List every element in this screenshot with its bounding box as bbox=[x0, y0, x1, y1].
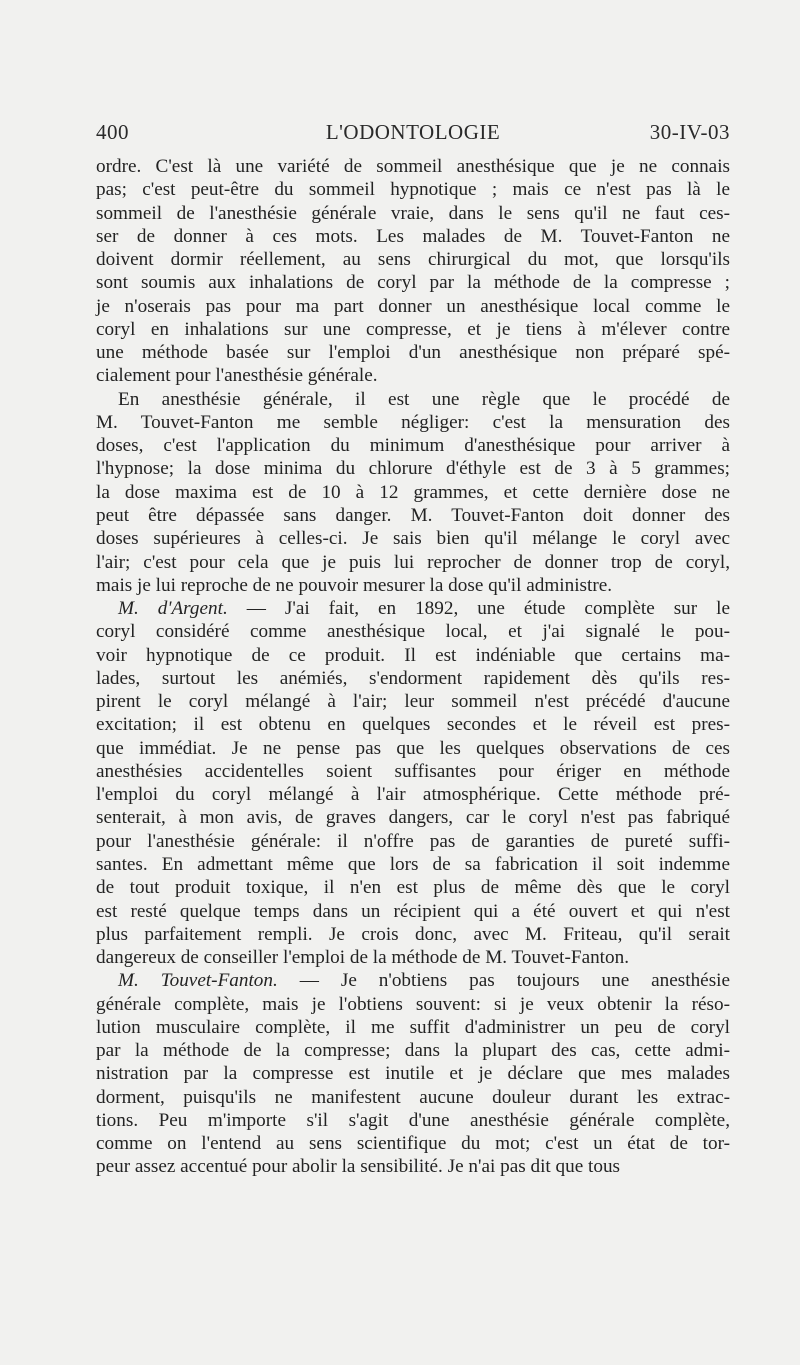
text-line: plus parfaitement rempli. Je crois donc, avec M. Friteau, qu'il serait bbox=[96, 923, 730, 945]
text-line: sont soumis aux inhalations de coryl par la méthode de la compresse ; bbox=[96, 272, 730, 294]
text-line: En anesthésie générale, il est une règle que le procédé de bbox=[118, 388, 730, 410]
running-header bbox=[96, 120, 730, 150]
paragraph bbox=[96, 969, 730, 1178]
text-line: pas; c'est peut-être du sommeil hypnotique ; mais ce n'est pas là le bbox=[96, 179, 730, 201]
text-line: doivent dormir réellement, au sens chirurgical du mot, que lorsqu'ils bbox=[96, 249, 730, 271]
text-line: je n'oserais pas pour ma part donner un anesthésique local comme le bbox=[96, 295, 730, 317]
page-number: 400 bbox=[96, 120, 129, 144]
speaker-name: M. d'Argent. bbox=[118, 598, 228, 620]
journal-title: L'ODONTOLOGIE bbox=[325, 120, 501, 144]
text-line: dangereux de conseiller l'emploi de la méthode de M. Touvet-Fanton. bbox=[96, 947, 629, 969]
text-line: cialement pour l'anesthésie générale. bbox=[96, 365, 378, 387]
text-line: excitation; il est obtenu en quelques secondes et le réveil est pres- bbox=[96, 714, 730, 736]
body-text bbox=[96, 155, 730, 1179]
text-line: pirent le coryl mélangé à l'air; leur sommeil n'est précédé d'aucune bbox=[96, 691, 730, 713]
text-line: lution musculaire complète, il me suffit d'administrer un peu de coryl bbox=[96, 1016, 730, 1038]
text-line: senterait, à mon avis, de graves dangers, car le coryl n'est pas fabriqué bbox=[96, 807, 730, 829]
text-line: santes. En admettant même que lors de sa fabrication il soit indemme bbox=[96, 853, 730, 875]
text-line bbox=[96, 969, 730, 992]
text-line: l'hypnose; la dose minima du chlorure d'éthyle est de 3 à 5 grammes; bbox=[96, 458, 730, 480]
text-line: est resté quelque temps dans un récipient qui a été ouvert et qui n'est bbox=[96, 900, 730, 922]
line-text: — Je n'obtiens pas toujours une anesthésie bbox=[277, 970, 731, 992]
text-line: une méthode basée sur l'emploi d'un anesthésique non préparé spé- bbox=[96, 342, 730, 364]
text-line: tions. Peu m'importe s'il s'agit d'une anesthésie générale complète, bbox=[96, 1109, 730, 1131]
text-line: que immédiat. Je ne pense pas que les quelques observations de ces bbox=[96, 737, 730, 759]
text-line: M. Touvet-Fanton me semble négliger: c'est la mensuration des bbox=[96, 411, 730, 433]
text-line: par la méthode de la compresse; dans la plupart des cas, cette admi- bbox=[96, 1040, 730, 1062]
paragraph bbox=[96, 388, 730, 597]
text-line: dorment, puisqu'ils ne manifestent aucune douleur durant les extrac- bbox=[96, 1086, 730, 1108]
text-line: nistration par la compresse est inutile et je déclare que mes malades bbox=[96, 1063, 730, 1085]
text-line: la dose maxima est de 10 à 12 grammes, et cette dernière dose ne bbox=[96, 481, 730, 503]
text-line: coryl considéré comme anesthésique local, et j'ai signalé le pou- bbox=[96, 621, 730, 643]
text-line: lades, surtout les anémiés, s'endorment rapidement dès qu'ils res- bbox=[96, 667, 730, 689]
text-line: doses, c'est l'application du minimum d'anesthésique pour arriver à bbox=[96, 435, 730, 457]
paragraph bbox=[96, 155, 730, 388]
text-line: doses supérieures à celles-ci. Je sais bien qu'il mélange le coryl avec bbox=[96, 528, 730, 550]
line-text: — J'ai fait, en 1892, une étude complète sur le bbox=[227, 598, 730, 620]
text-line: coryl en inhalations sur une compresse, et je tiens à m'élever contre bbox=[96, 318, 730, 340]
text-line: générale complète, mais je l'obtiens souvent: si je veux obtenir la réso- bbox=[96, 993, 730, 1015]
text-line: comme on l'entend au sens scientifique du mot; c'est un état de tor- bbox=[96, 1133, 730, 1155]
text-line: peut être dépassée sans danger. M. Touvet-Fanton doit donner des bbox=[96, 504, 730, 526]
text-line: sommeil de l'anesthésie générale vraie, dans le sens qu'il ne faut ces- bbox=[96, 202, 730, 224]
text-line bbox=[96, 597, 730, 620]
text-line: l'air; c'est pour cela que je puis lui reprocher de donner trop de coryl, bbox=[96, 551, 730, 573]
text-line: de tout produit toxique, il n'en est plus de même dès que le coryl bbox=[96, 877, 730, 899]
speaker-name: M. Touvet-Fanton. bbox=[118, 970, 278, 992]
text-line: anesthésies accidentelles soient suffisantes pour ériger en méthode bbox=[96, 760, 730, 782]
text-line: ordre. C'est là une variété de sommeil anesthésique que je ne connais bbox=[96, 156, 730, 177]
text-line: pour l'anesthésie générale: il n'offre pas de garanties de pureté suffi- bbox=[96, 830, 730, 852]
text-line: mais je lui reproche de ne pouvoir mesurer la dose qu'il administre. bbox=[96, 574, 613, 596]
issue-date: 30-IV-03 bbox=[649, 120, 730, 144]
text-line: peur assez accentué pour abolir la sensibilité. Je n'ai pas dit que tous bbox=[96, 1156, 621, 1178]
text-line: voir hypnotique de ce produit. Il est indéniable que certains ma- bbox=[96, 644, 730, 666]
text-line: l'emploi du coryl mélangé à l'air atmosphérique. Cette méthode pré- bbox=[96, 784, 730, 806]
paragraph bbox=[96, 597, 730, 969]
text-line: ser de donner à ces mots. Les malades de M. Touvet-Fanton ne bbox=[96, 225, 730, 247]
